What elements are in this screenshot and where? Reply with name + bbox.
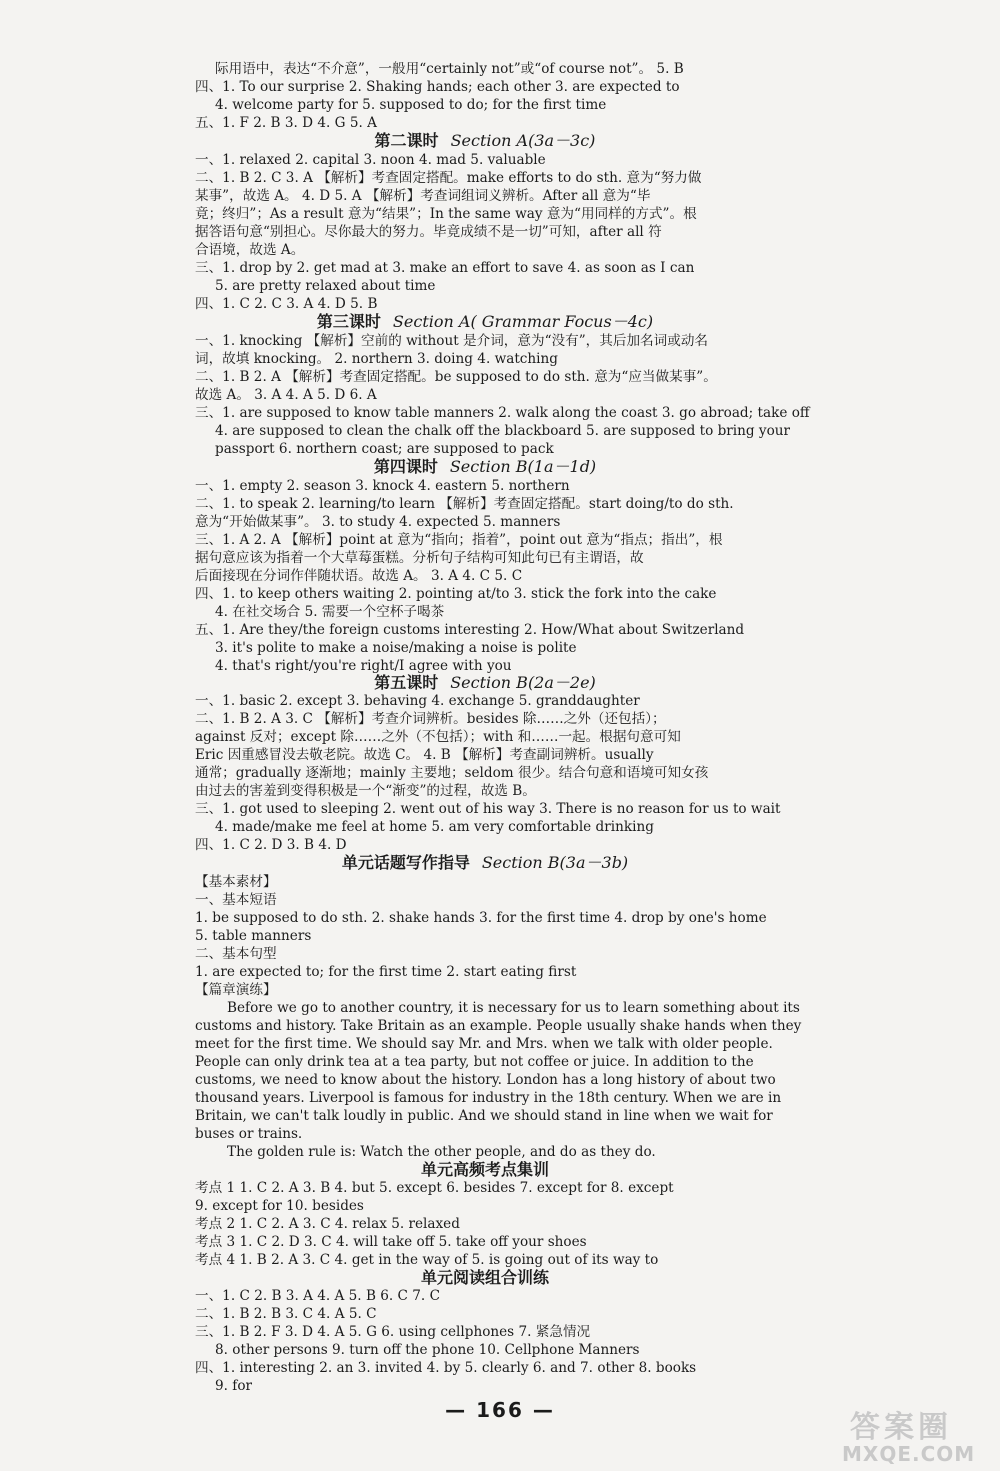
heading-section: Section B(3a－3b)	[481, 853, 629, 872]
lesson-heading	[195, 457, 775, 477]
answer-line: 三、1. drop by 2. get mad at 3. make an effort to save 4. as soon as I can	[195, 260, 695, 276]
answer-line: 三、1. are supposed to know table manners 2. walk along the coast 3. go abroad; take off	[195, 405, 810, 421]
heading-section: Section B(2a－2e)	[450, 673, 596, 692]
answer-line: 故选 A。 3. A 4. A 5. D 6. A	[195, 387, 377, 403]
answer-line: 1. be supposed to do sth. 2. shake hands 3. for the first time 4. drop by one's home	[195, 910, 767, 926]
answer-line: 一、1. empty 2. season 3. knock 4. eastern 5. northern	[195, 478, 570, 494]
answer-line: 8. other persons 9. turn off the phone 10. Cellphone Manners	[215, 1342, 640, 1358]
answer-line: 一、1. relaxed 2. capital 3. noon 4. mad 5. valuable	[195, 152, 546, 168]
heading-title: 第二课时	[374, 131, 439, 150]
answer-line: 3. it's polite to make a noise/making a noise is polite	[215, 640, 577, 656]
answer-line: 际用语中，表达“不介意”，一般用“certainly not”或“of course not”。 5. B	[215, 61, 684, 77]
answer-line: customs and history. Take Britain as an example. People usually shake hands when they	[195, 1018, 802, 1034]
heading-section: Section A(3a－3c)	[450, 131, 596, 150]
page-number: — 166 —	[445, 1398, 555, 1422]
answer-line: buses or trains.	[195, 1126, 303, 1142]
lesson-heading	[195, 1160, 775, 1180]
answer-line: 考点 2 1. C 2. A 3. C 4. relax 5. relaxed	[195, 1216, 460, 1232]
answer-line: 考点 3 1. C 2. D 3. C 4. will take off 5. take off your shoes	[195, 1234, 587, 1250]
answer-line: Before we go to another country, it is necessary for us to learn something about its	[227, 1000, 800, 1016]
answer-line: 后面接现在分词作伴随状语。故选 A。 3. A 4. C 5. C	[195, 568, 523, 584]
heading-title: 单元高频考点集训	[420, 1160, 549, 1179]
answer-line: 五、1. F 2. B 3. D 4. G 5. A	[195, 115, 377, 131]
answer-line: 三、1. B 2. F 3. D 4. A 5. G 6. using cellphones 7. 紧急情况	[195, 1324, 591, 1340]
answer-line: 竟；终归”；As a result 意为“结果”；In the same way 意为“用同样的方式”。根	[195, 206, 697, 222]
heading-title: 第三课时	[316, 312, 381, 331]
answer-line: 据答语句意“别担心。尽你最大的努力。毕竟成绩不是一切”可知，after all 符	[195, 224, 662, 240]
answer-line: 【基本素材】	[195, 874, 277, 890]
answer-line: 二、基本句型	[195, 946, 277, 962]
answer-line: 二、1. B 2. A 3. C 【解析】考查介词辨析。besides 除……之外（还包括）；	[195, 711, 666, 727]
watermark-url: MXQE.COM	[842, 1442, 976, 1466]
answer-line: 4. made/make me feel at home 5. am very comfortable drinking	[215, 819, 654, 835]
answer-line: 四、1. to keep others waiting 2. pointing at/to 3. stick the fork into the cake	[195, 586, 717, 602]
answer-line: 二、1. to speak 2. learning/to learn 【解析】考查固定搭配。start doing/to do sth.	[195, 496, 734, 512]
answer-line: 一、基本短语	[195, 892, 277, 908]
answer-line: 合语境，故选 A。	[195, 242, 305, 258]
answer-line: meet for the first time. We should say Mr. and Mrs. when we talk with older people.	[195, 1036, 773, 1052]
answer-line: 9. except for 10. besides	[195, 1198, 364, 1214]
answer-line: 意为“开始做某事”。 3. to study 4. expected 5. manners	[195, 514, 561, 530]
answer-line: 9. for	[215, 1378, 253, 1394]
lesson-heading	[195, 312, 775, 332]
answer-line: 4. are supposed to clean the chalk off the blackboard 5. are supposed to bring your	[215, 423, 791, 439]
answer-line: The golden rule is: Watch the other people, and do as they do.	[227, 1144, 656, 1160]
answer-line: against 反对；except 除……之外（不包括）；with 和……一起。根据句意可知	[195, 729, 681, 745]
answer-line: 五、1. Are they/the foreign customs interesting 2. How/What about Switzerland	[195, 622, 745, 638]
answer-line: 二、1. B 2. C 3. A 【解析】考查固定搭配。make efforts to do sth. 意为“努力做	[195, 170, 702, 186]
answer-line: 通常；gradually 逐渐地；mainly 主要地；seldom 很少。结合句意和语境可知女孩	[195, 765, 709, 781]
answer-line: 由过去的害羞到变得积极是一个“渐变”的过程，故选 B。	[195, 783, 536, 799]
answer-line: People can only drink tea at a tea party, but not coffee or juice. In addition to the	[195, 1054, 754, 1070]
watermark-logo	[830, 1402, 990, 1470]
lesson-heading	[195, 131, 775, 151]
answer-line: 四、1. interesting 2. an 3. invited 4. by 5. clearly 6. and 7. other 8. books	[195, 1360, 697, 1376]
heading-title: 单元话题写作指导	[341, 853, 470, 872]
answer-line: 考点 1 1. C 2. A 3. B 4. but 5. except 6. besides 7. except for 8. except	[195, 1180, 674, 1196]
heading-title: 单元阅读组合训练	[420, 1268, 549, 1287]
answer-line: 据句意应该为指着一个大草莓蛋糕。分析句子结构可知此句已有主谓语，故	[195, 550, 644, 566]
answer-line: 四、1. C 2. D 3. B 4. D	[195, 837, 347, 853]
lesson-heading	[195, 1268, 775, 1288]
answer-line: 1. are expected to; for the first time 2. start eating first	[195, 964, 577, 980]
watermark-logo-text: 答案圈	[850, 1410, 952, 1445]
answer-line: 二、1. B 2. B 3. C 4. A 5. C	[195, 1306, 377, 1322]
answer-line: 4. 在社交场合 5. 需要一个空杯子喝茶	[215, 604, 445, 620]
answer-line: 5. table manners	[195, 928, 312, 944]
answer-line: Eric 因重感冒没去敬老院。故选 C。 4. B 【解析】考查副词辨析。usually	[195, 747, 654, 763]
heading-section: Section B(1a－1d)	[449, 457, 597, 476]
answer-line: 三、1. A 2. A 【解析】point at 意为“指向；指着”，point out 意为“指点；指出”，根	[195, 532, 723, 548]
answer-line: Britain, we can't talk loudly in public. And we should stand in line when we wait for	[195, 1108, 773, 1124]
answer-line: 一、1. knocking 【解析】空前的 without 是介词，意为“没有”，其后加名词或动名	[195, 333, 709, 349]
answer-line: 某事”，故选 A。 4. D 5. A 【解析】考查词组词义辨析。After all 意为“毕	[195, 188, 651, 204]
heading-section: Section A( Grammar Focus－4c)	[392, 312, 654, 331]
answer-line: 四、1. C 2. C 3. A 4. D 5. B	[195, 296, 378, 312]
answer-line: 【篇章演练】	[195, 982, 277, 998]
answer-line: passport 6. northern coast; are supposed to pack	[215, 441, 554, 457]
answer-line: 4. welcome party for 5. supposed to do; for the first time	[215, 97, 607, 113]
answer-line: 一、1. basic 2. except 3. behaving 4. exchange 5. granddaughter	[195, 693, 640, 709]
lesson-heading	[195, 853, 775, 873]
answer-line: customs, we need to know about the history. London has a long history of about two	[195, 1072, 776, 1088]
answer-line: 4. that's right/you're right/I agree with you	[215, 658, 512, 674]
answer-line: 四、1. To our surprise 2. Shaking hands; each other 3. are expected to	[195, 79, 680, 95]
lesson-heading	[195, 673, 775, 693]
heading-title: 第四课时	[373, 457, 438, 476]
answer-line: thousand years. Liverpool is famous for industry in the 18th century. When we are in	[195, 1090, 782, 1106]
answer-line: 一、1. C 2. B 3. A 4. A 5. B 6. C 7. C	[195, 1288, 440, 1304]
answer-line: 考点 4 1. B 2. A 3. C 4. get in the way of 5. is going out of its way to	[195, 1252, 659, 1268]
answer-line: 二、1. B 2. A 【解析】考查固定搭配。be supposed to do sth. 意为“应当做某事”。	[195, 369, 717, 385]
answer-line: 5. are pretty relaxed about time	[215, 278, 436, 294]
answer-line: 三、1. got used to sleeping 2. went out of his way 3. There is no reason for us to wait	[195, 801, 781, 817]
heading-title: 第五课时	[374, 673, 439, 692]
answer-line: 词，故填 knocking。 2. northern 3. doing 4. watching	[195, 351, 558, 367]
